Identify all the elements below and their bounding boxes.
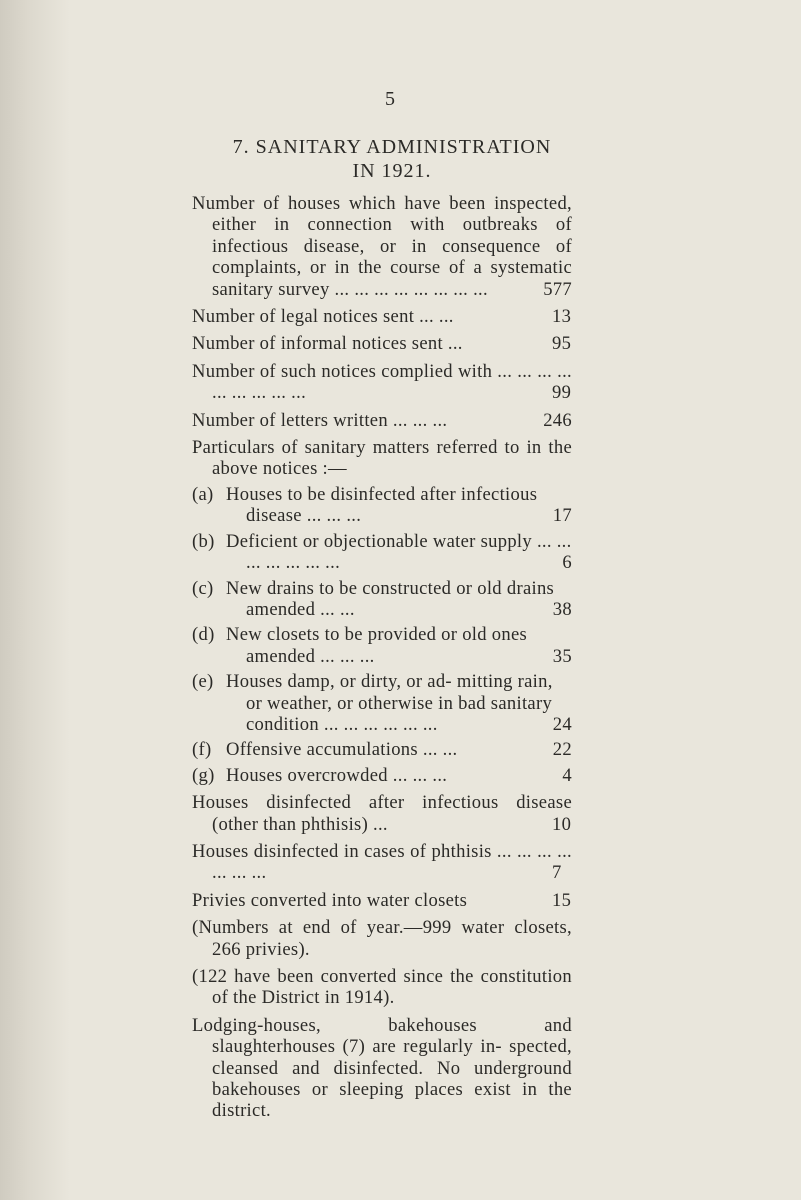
entry-label: Number of such notices complied with ... ... ... ... ... ... ... ... ...	[192, 360, 572, 404]
item-label: Offensive accumulations ... ...	[226, 739, 458, 761]
particular-item-e	[192, 671, 572, 735]
item-value: 35	[552, 645, 572, 667]
note-lodging-houses: Lodging-houses, bakehouses and slaughterhouses (7) are regularly in- spected, cleansed and disinfected. No underground bakehouses or sleeping places exist in the district.	[192, 1014, 572, 1122]
item-label: New drains to be constructed or old drains amended ... ...	[226, 577, 555, 620]
entry-label: Number of letters written ... ... ...	[192, 409, 448, 431]
entry-label: Number of houses which have been inspected, either in connection with outbreaks of infectious disease, or in consequence of complaints, or in the course of a systematic sanitary survey ... ... ... ... ... ... ... ...	[192, 193, 572, 300]
section-title-line-2: IN 1921.	[352, 160, 432, 182]
note-converted: (122 have been converted since the constitution of the District in 1914).	[192, 966, 572, 1009]
page-number: 5	[385, 88, 395, 110]
entry-notices-complied: Number of such notices complied with ... ... ... ... ... ... ... ... ... 99	[192, 360, 572, 404]
entry-value: 246	[543, 409, 572, 431]
item-label: Houses to be disinfected after infectious disease ... ... ...	[226, 483, 538, 527]
particular-item-g	[192, 765, 572, 786]
item-letter: (d)	[192, 624, 215, 646]
entry-legal-notices: Number of legal notices sent ... ... 13	[192, 306, 572, 328]
particulars-intro: Particulars of sanitary matters referred to in the above notices :—	[192, 437, 572, 480]
item-letter: (g)	[192, 764, 215, 786]
entry-label: Houses disinfected after infectious disease (other than phthisis) ...	[192, 792, 572, 835]
entry-informal-notices: Number of informal notices sent ... 95	[192, 333, 572, 355]
particular-item-d	[192, 624, 572, 667]
item-value: 38	[552, 598, 572, 620]
note-numbers: (Numbers at end of year.—999 water closets, 266 privies).	[192, 917, 572, 960]
item-letter: (e)	[192, 671, 214, 693]
entry-phthisis: Houses disinfected in cases of phthisis ... ... ... ... ... ... ... 7	[192, 840, 572, 884]
particular-item-c	[192, 578, 572, 621]
particular-item-f	[192, 739, 572, 760]
particular-item-a	[192, 484, 572, 527]
item-letter: (c)	[192, 577, 214, 599]
item-label: Houses overcrowded ... ... ...	[226, 764, 448, 786]
page-edge-shadow	[0, 0, 70, 1200]
item-label: New closets to be provided or old ones amended ... ... ...	[226, 624, 528, 667]
section-title	[212, 135, 572, 183]
item-value: 4	[562, 764, 572, 786]
entry-label: Houses disinfected in cases of phthisis ... ... ... ... ... ... ...	[192, 840, 572, 884]
section-title-line-1: 7. SANITARY ADMINISTRATION	[232, 136, 552, 158]
particular-item-b	[192, 531, 572, 574]
item-value: 24	[552, 713, 572, 735]
item-letter: (f)	[192, 739, 212, 761]
entry-label: Number of legal notices sent ... ...	[192, 306, 454, 328]
document-body	[192, 135, 572, 1122]
item-label: Deficient or objectionable water supply ... ... ... ... ... ... ...	[226, 530, 572, 574]
item-letter: (a)	[192, 483, 214, 505]
item-value: 22	[552, 739, 572, 761]
item-label: Houses damp, or dirty, or ad- mitting rain, or weather, or otherwise in bad sanitary condition ... ... ... ... ... ...	[226, 671, 553, 735]
item-letter: (b)	[192, 530, 215, 552]
entry-privies-converted: Privies converted into water closets 15	[192, 889, 572, 911]
entry-houses-disinfected: Houses disinfected after infectious disease (other than phthisis) ... 10	[192, 792, 572, 835]
entry-value: 577	[543, 278, 572, 300]
item-value: 6	[562, 552, 572, 574]
entry-label: Privies converted into water closets	[192, 889, 468, 911]
entry-letters-written	[192, 410, 572, 431]
item-value: 17	[552, 505, 572, 527]
entry-houses-inspected	[192, 193, 572, 300]
entry-label: Number of informal notices sent ...	[192, 333, 463, 355]
